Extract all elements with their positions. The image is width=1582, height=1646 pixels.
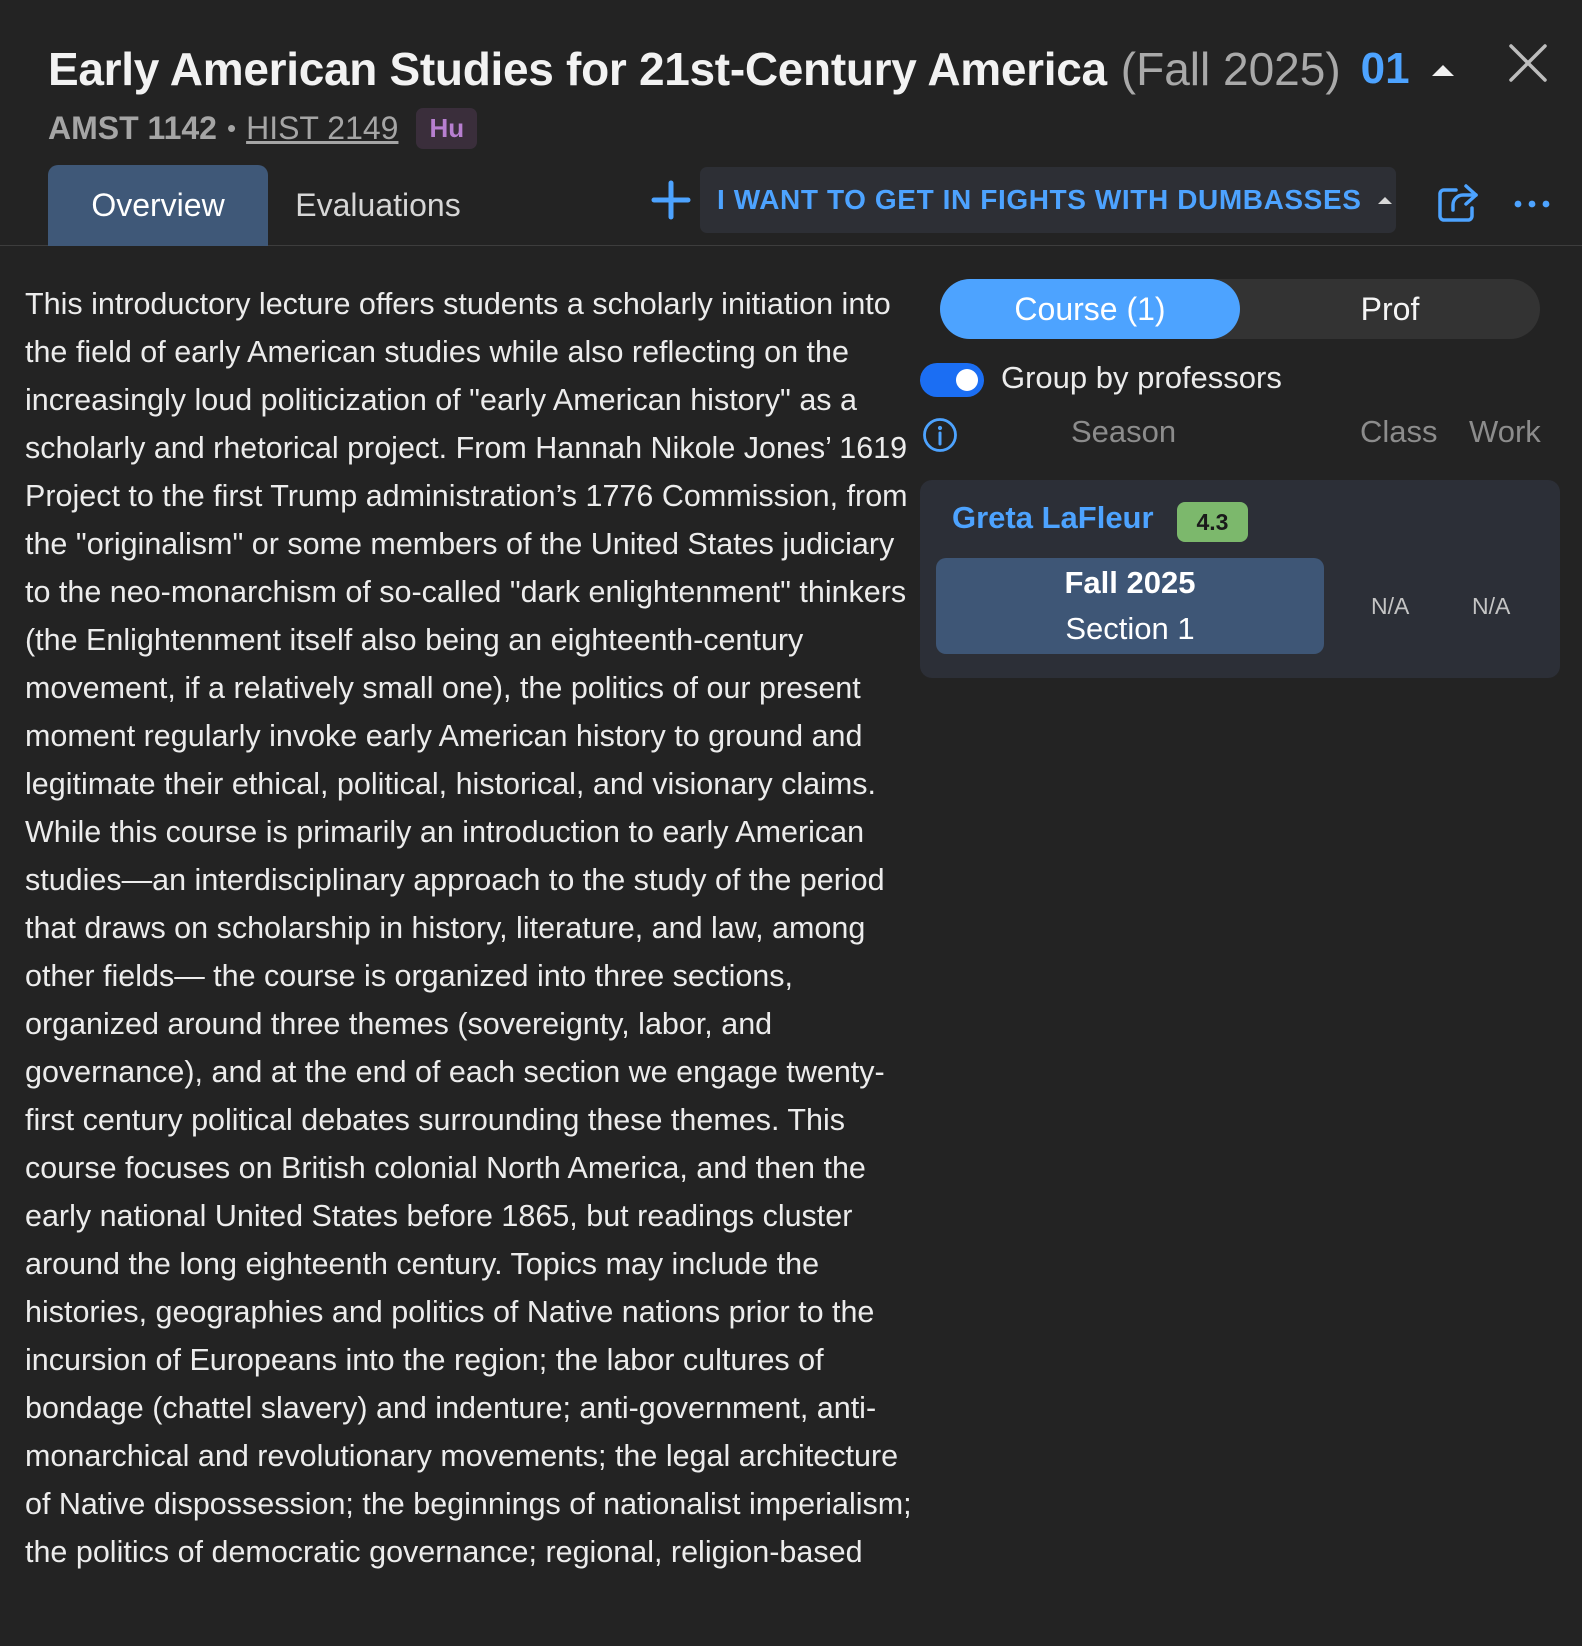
tab-evaluations[interactable]: Evaluations (295, 187, 461, 223)
code-separator: • (226, 113, 237, 143)
section-selector[interactable]: 01 (1360, 44, 1410, 93)
section-row-button[interactable] (936, 558, 1324, 654)
professor-name[interactable]: Greta LaFleur (952, 500, 1154, 535)
course-season: (Fall 2025) (1120, 43, 1341, 95)
evaluation-segmented-control (940, 279, 1540, 339)
worksheet-dropdown[interactable] (700, 167, 1396, 233)
workload-rating-value: N/A (1472, 593, 1511, 619)
modal-header (0, 0, 1582, 246)
area-badge: Hu (416, 108, 477, 149)
tab-overview[interactable]: Overview (48, 165, 268, 246)
toggle-knob (956, 369, 978, 391)
group-by-professors-toggle[interactable] (920, 363, 984, 397)
more-horizontal-icon[interactable] (1512, 192, 1552, 216)
section-season: Fall 2025 (1064, 565, 1196, 600)
cross-listed-code-link[interactable]: HIST 2149 (246, 110, 399, 146)
course-title: Early American Studies for 21st-Century America (48, 43, 1107, 95)
column-header-season: Season (1071, 414, 1177, 449)
group-by-professors-label: Group by professors (1001, 360, 1282, 395)
info-icon[interactable] (922, 417, 958, 453)
course-codes (48, 108, 477, 149)
caret-up-icon[interactable] (1432, 65, 1454, 76)
plus-icon[interactable] (651, 180, 691, 220)
class-rating-value: N/A (1371, 593, 1410, 619)
segment-prof[interactable]: Prof (1360, 290, 1420, 327)
share-icon[interactable] (1436, 180, 1480, 224)
section-name: Section 1 (1065, 611, 1195, 646)
course-description: This introductory lecture offers students a scholarly initiation into the field of early American studies while also reflecting on the increasingly loud politicization of "early American history" as a scholarly and rhetorical project. From Hannah Nikole Jones’ 1619 Project to the first Trump administration’s 1776 Commission, from the "originalism" or some members of the United States judiciary to the neo-monarchism of so-called "dark enlightenment" thinkers (the Enlightenment itself also being an eighteenth-century movement, if a relatively small one), the politics of our present moment regularly invoke early American history to ground and legitimate their ethical, political, historical, and visionary claims. While this course is primarily an introduction to early American studies—an interdisciplinary approach to the study of the period that draws on scholarship in history, literature, and law, among other fields— the course is organized into three sections, organized around three themes (sovereignty, labor, and governance), and at the end of each section we engage twenty-first century political debates surrounding these themes. This course focuses on British colonial North America, and then the early national United States before 1865, but readings cluster around the long eighteenth century. Topics may include the histories, geographies and politics of Native nations prior to the incursion of Europeans into the region; the labor cultures of bondage (chattel slavery) and indenture; anti-government, anti-monarchical and revolutionary movements; the legal architecture of Native dispossession; the beginnings of nationalist imperialism; the politics of democratic governance; regional, religion-based (25, 287, 912, 1569)
segment-course[interactable]: Course (1) (940, 279, 1240, 339)
caret-up-icon (1378, 197, 1392, 204)
professor-card (920, 480, 1560, 678)
column-header-class: Class (1360, 414, 1438, 449)
title-row (48, 42, 1454, 96)
column-header-work: Work (1469, 414, 1541, 449)
primary-course-code: AMST 1142 (48, 110, 217, 146)
professor-rating-badge: 4.3 (1177, 502, 1248, 542)
worksheet-label: I WANT TO GET IN FIGHTS WITH DUMBASSES (717, 184, 1362, 215)
close-icon[interactable] (1505, 40, 1551, 86)
